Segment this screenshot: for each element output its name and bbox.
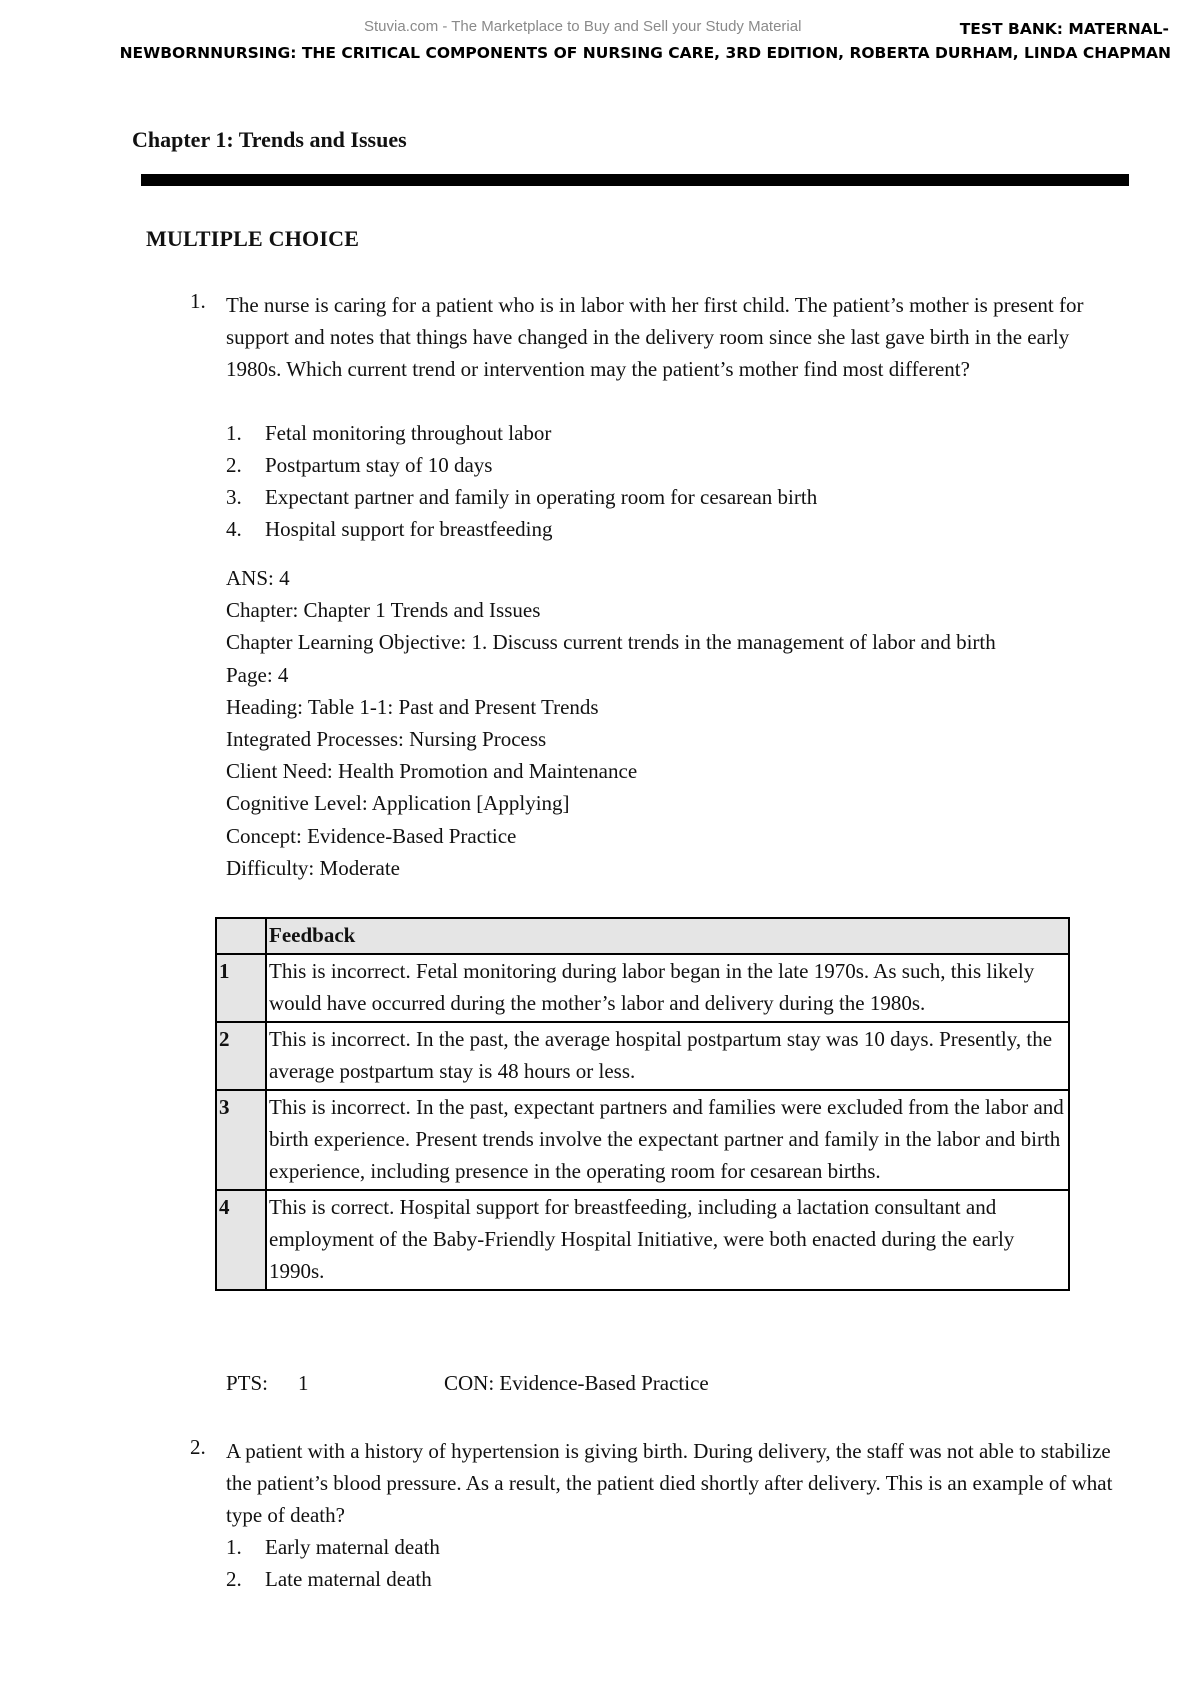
meta-objective: Chapter Learning Objective: 1. Discuss current trends in the management of labor and birth [226, 630, 996, 655]
question-2-text: A patient with a history of hypertension is giving birth. During delivery, the staff was not able to stabilize the patient’s blood pressure. As a result, the patient died shortly after delivery. This is an example of what type of death? [226, 1439, 1113, 1527]
question-1-options [226, 417, 817, 545]
question-1-text: The nurse is caring for a patient who is in labor with her first child. The patient’s mother is present for support and notes that things have changed in the delivery room since she last gave birth in the early 1980s. Which current trend or intervention may the patient’s mother find most different? [226, 293, 1084, 381]
option-text: Late maternal death [265, 1567, 432, 1591]
option-text: Fetal monitoring throughout labor [265, 421, 552, 445]
feedback-number: 2 [216, 1022, 266, 1090]
option-text: Expectant partner and family in operating room for cesarean birth [265, 485, 818, 509]
option-number: 1. [226, 1535, 242, 1559]
meta-difficulty: Difficulty: Moderate [226, 855, 400, 880]
meta-cognitive-level: Cognitive Level: Application [Applying] [226, 791, 570, 816]
feedback-header: Feedback [266, 918, 1069, 954]
option [226, 449, 817, 481]
points-value: 1 [298, 1371, 309, 1395]
feedback-text: This is incorrect. Fetal monitoring during labor began in the late 1970s. As such, this likely would have occurred during the mother’s labor and delivery during the 1980s. [266, 954, 1069, 1022]
chapter-title: Chapter 1: Trends and Issues [132, 127, 407, 152]
option-text: Hospital support for breastfeeding [265, 517, 553, 541]
section-title: MULTIPLE CHOICE [146, 226, 360, 251]
table-row [216, 1190, 1069, 1290]
option [226, 513, 817, 545]
divider-rule [141, 174, 1129, 186]
points-label: PTS: [226, 1371, 269, 1395]
option [226, 1531, 440, 1563]
feedback-number: 4 [216, 1190, 266, 1290]
question-1-metadata [226, 562, 996, 884]
option-number: 3. [226, 485, 242, 509]
table-row [216, 1090, 1069, 1190]
header-line-1: TEST BANK: MATERNAL- [959, 20, 1169, 38]
meta-concept: Concept: Evidence-Based Practice [226, 823, 517, 848]
table-header-row [216, 918, 1069, 954]
header-line-2: NEWBORNNURSING: THE CRITICAL COMPONENTS OF NURSING CARE, 3RD EDITION, ROBERTA DURHAM, LINDA CHAPMAN [119, 44, 1171, 62]
feedback-text: This is incorrect. In the past, the average hospital postpartum stay was 10 days. Presently, the average postpartum stay is 48 hours or less. [266, 1022, 1069, 1090]
watermark: Stuvia.com - The Marketplace to Buy and Sell your Study Material [364, 18, 802, 35]
meta-client-need: Client Need: Health Promotion and Maintenance [226, 759, 638, 784]
option [226, 417, 817, 449]
question-1-number: 1. [190, 289, 206, 313]
feedback-text: This is correct. Hospital support for breastfeeding, including a lactation consultant and employment of the Baby-Friendly Hospital Initiative, were both enacted during the early 1990s. [266, 1190, 1069, 1290]
concept-tag: CON: Evidence-Based Practice [444, 1371, 709, 1395]
option-number: 2. [226, 1567, 242, 1591]
option-text: Early maternal death [265, 1535, 440, 1559]
meta-chapter: Chapter: Chapter 1 Trends and Issues [226, 598, 541, 623]
feedback-number: 1 [216, 954, 266, 1022]
option-number: 2. [226, 453, 242, 477]
table-header-blank [216, 918, 266, 954]
feedback-number: 3 [216, 1090, 266, 1190]
option [226, 481, 817, 513]
meta-processes: Integrated Processes: Nursing Process [226, 727, 547, 752]
feedback-table [215, 917, 1070, 1291]
table-row [216, 1022, 1069, 1090]
question-2-number: 2. [190, 1435, 206, 1459]
points-line [226, 1371, 709, 1396]
meta-answer: ANS: 4 [226, 566, 290, 590]
table-row [216, 954, 1069, 1022]
option [226, 1563, 440, 1595]
feedback-text: This is incorrect. In the past, expectant partners and families were excluded from the labor and birth experience. Present trends involve the expectant partner and family in the labor and birth experience, including presence in the operating room for cesarean births. [266, 1090, 1069, 1190]
meta-heading: Heading: Table 1-1: Past and Present Trends [226, 694, 599, 719]
question-2-options [226, 1531, 440, 1595]
option-text: Postpartum stay of 10 days [265, 453, 493, 477]
meta-page: Page: 4 [226, 662, 289, 687]
option-number: 4. [226, 517, 242, 541]
option-number: 1. [226, 421, 242, 445]
